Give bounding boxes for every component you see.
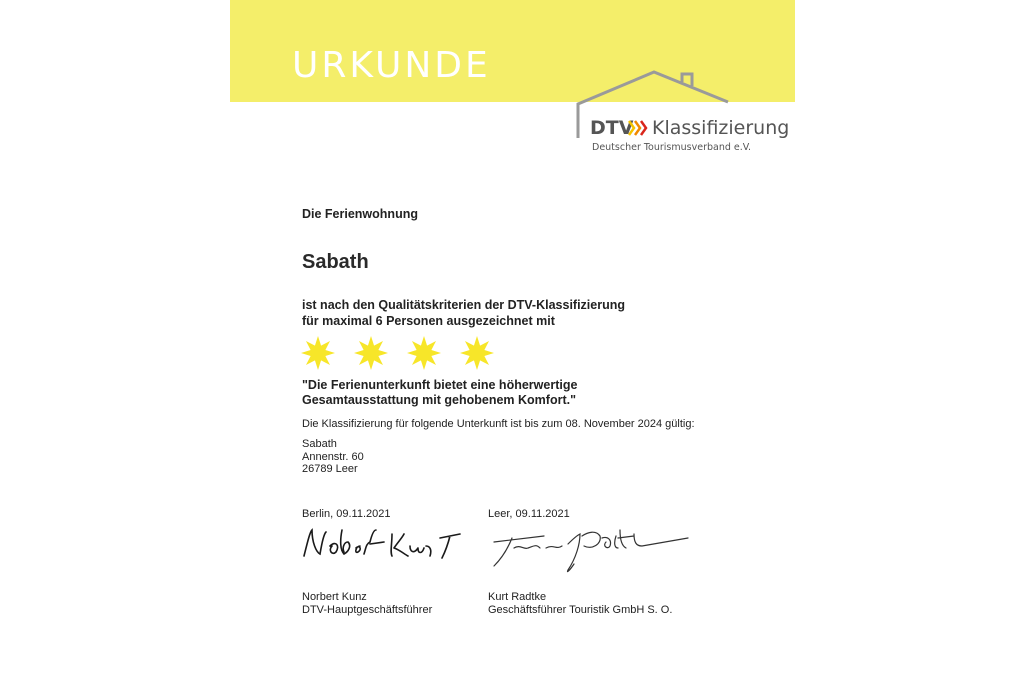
rating-quote [302, 378, 577, 408]
property-name: Sabath [302, 251, 369, 273]
criteria-text [302, 297, 625, 329]
address-line: 26789 Leer [302, 463, 358, 475]
star-icon [407, 336, 441, 370]
quote-line: Gesamtausstattung mit gehobenem Komfort." [302, 393, 577, 407]
signature-place-date: Leer, 09.11.2021 [488, 508, 570, 520]
logo-subtitle: Deutscher Tourismusverband e.V. [592, 142, 752, 153]
handwritten-signature [484, 514, 694, 578]
quote-line: "Die Ferienunterkunft bietet eine höherwertige [302, 378, 578, 392]
address-line: Sabath [302, 438, 337, 450]
signatory-name: Norbert Kunz [302, 591, 367, 603]
signatory-role: DTV-Hauptgeschäftsführer [302, 603, 433, 616]
property-type: Die Ferienwohnung [302, 207, 418, 221]
star-icon [460, 336, 494, 370]
criteria-line: für maximal 6 Personen ausgezeichnet mit [302, 314, 555, 328]
star-rating [300, 333, 500, 373]
property-address [302, 438, 364, 476]
signatory-name: Kurt Radtke [488, 591, 547, 603]
handwritten-signature [300, 520, 470, 568]
address-line: Annenstr. 60 [302, 450, 364, 463]
signatory-role: Geschäftsführer Touristik GmbH S. O. [488, 603, 673, 616]
logo-product: Klassifizierung [652, 117, 790, 139]
logo-brand: DTV [590, 117, 634, 139]
chevrons-icon [628, 118, 650, 138]
star-icon [354, 336, 388, 370]
certificate-title: URKUNDE [292, 45, 491, 86]
signatory [488, 591, 672, 616]
validity-text: Die Klassifizierung für folgende Unterkunft ist bis zum 08. November 2024 gültig: [302, 418, 695, 430]
signatory [302, 591, 432, 616]
signature-place-date: Berlin, 09.11.2021 [302, 508, 391, 520]
star-icon [301, 336, 335, 370]
criteria-line: ist nach den Qualitätskriterien der DTV-Klassifizierung [302, 298, 625, 312]
